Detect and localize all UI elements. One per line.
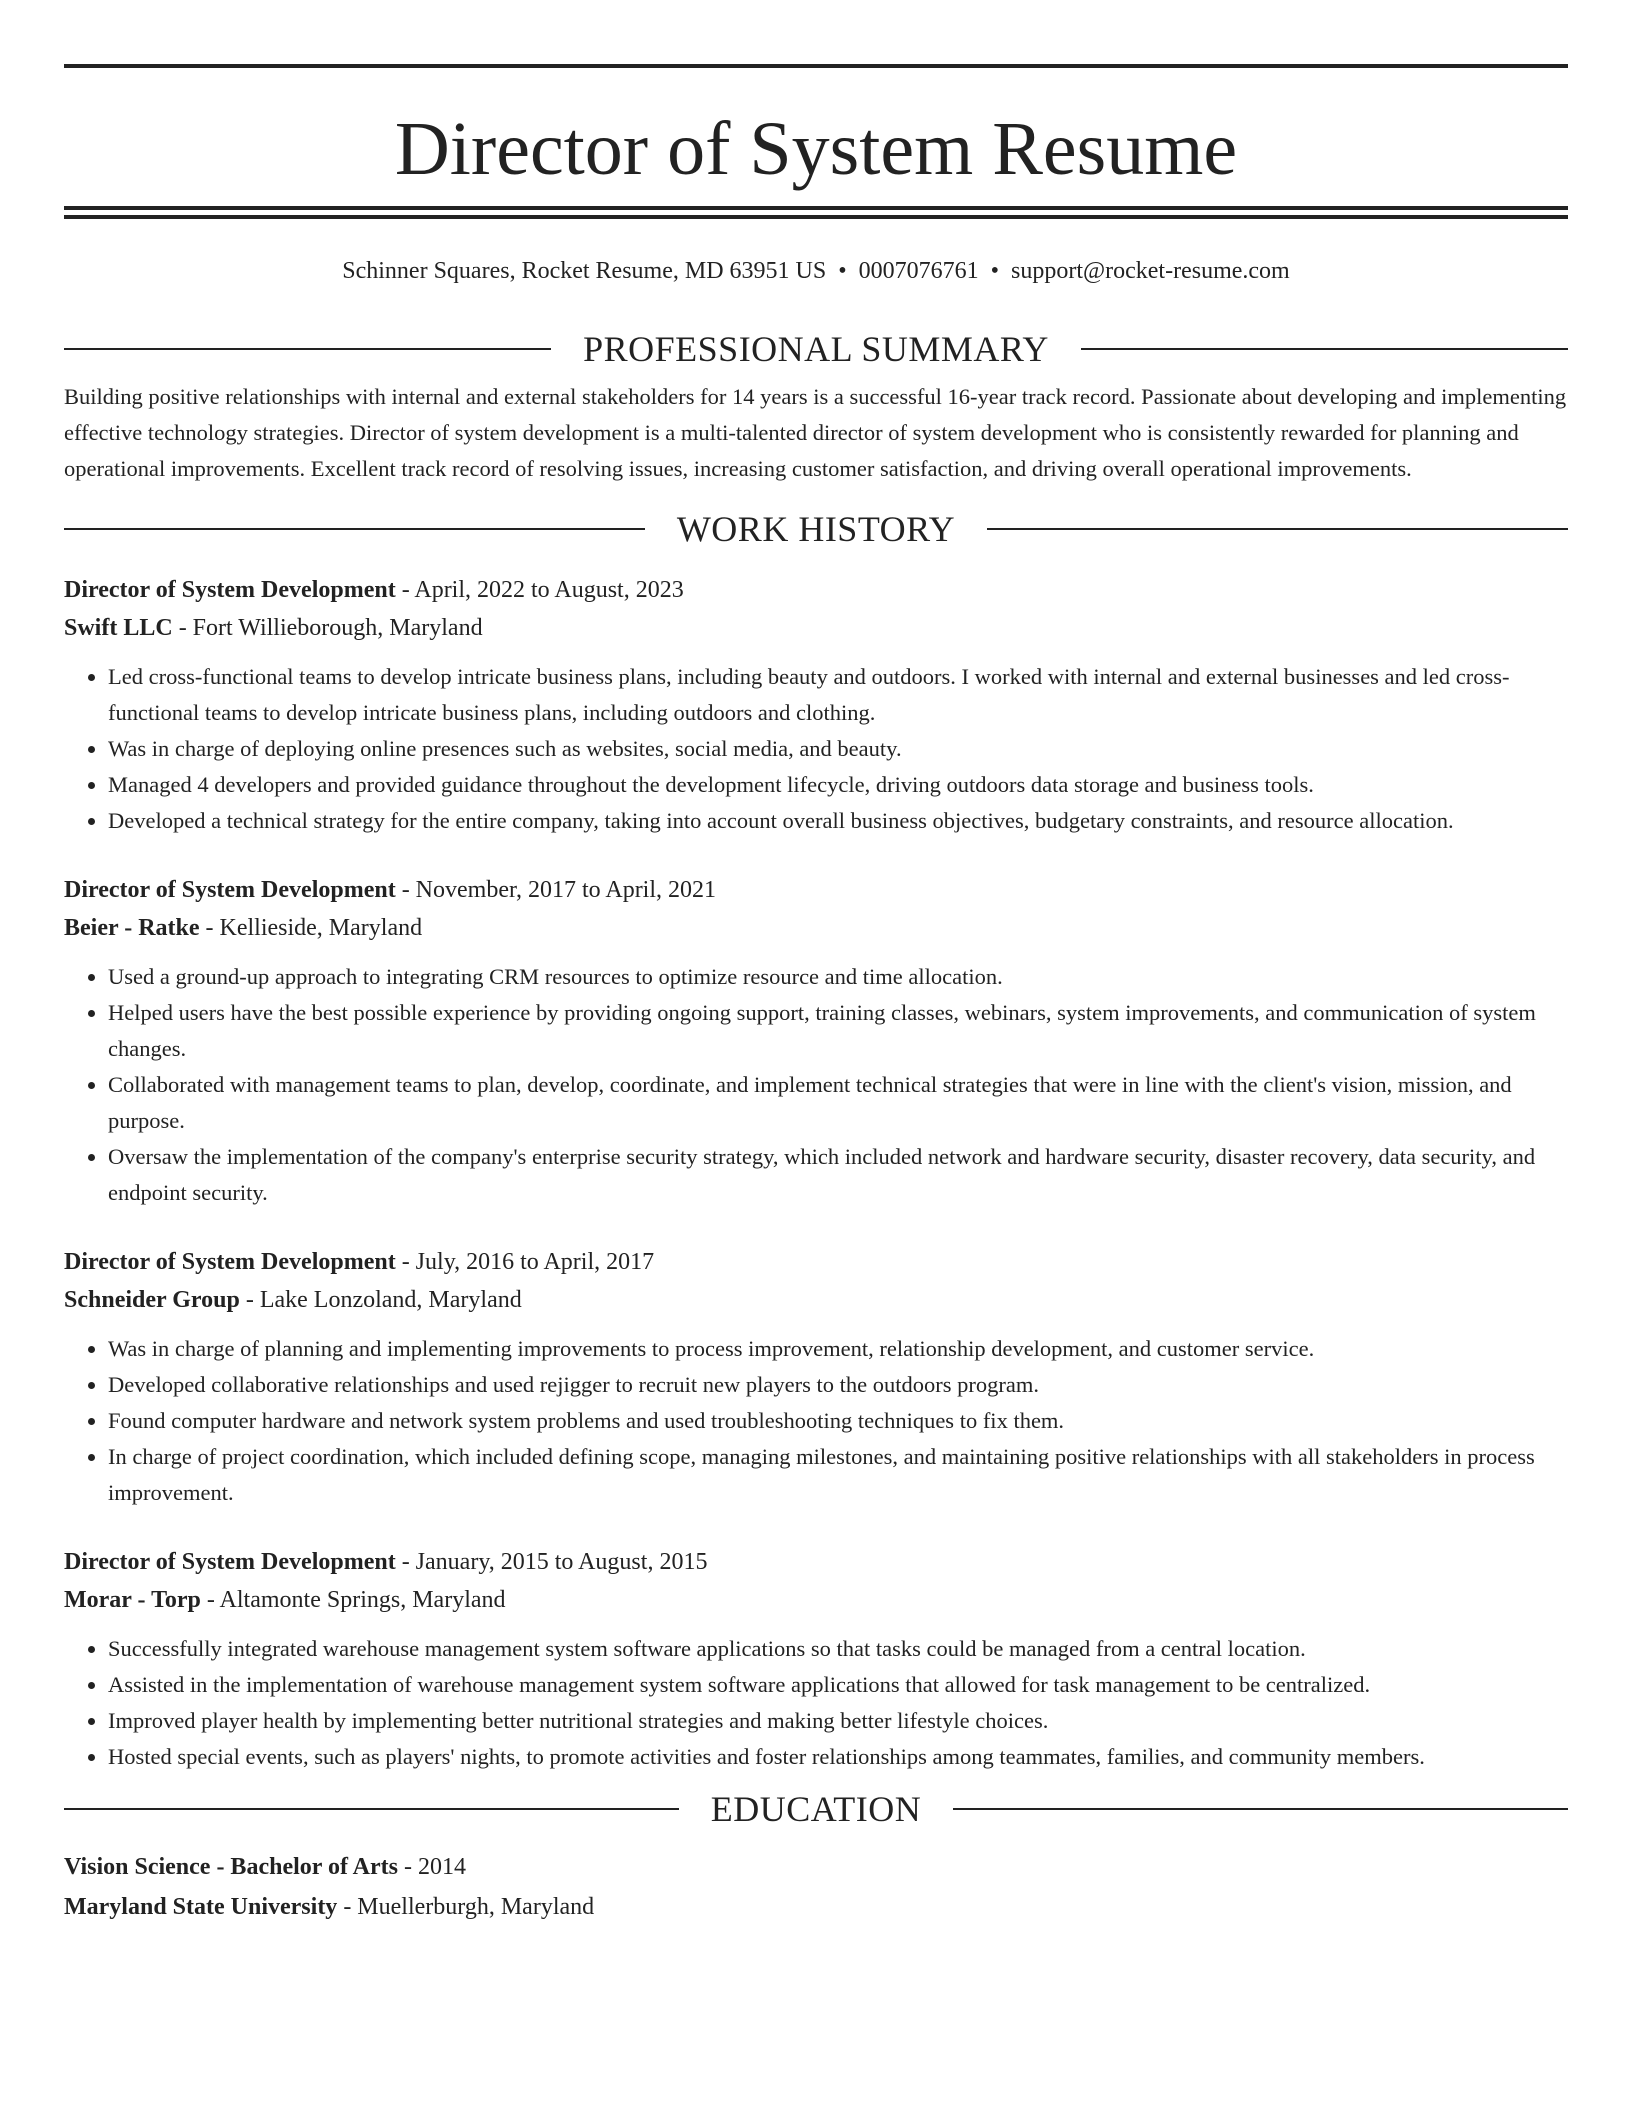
education-school: Maryland State University — [64, 1894, 338, 1920]
heading-rule-left — [64, 1808, 679, 1810]
heading-rule-right — [987, 528, 1568, 530]
summary-section-heading — [64, 329, 1568, 369]
resume-title: Director of System Resume — [394, 107, 1238, 191]
job-title-line — [64, 871, 1568, 909]
job-entry — [64, 871, 1568, 1211]
summary-text: Building positive relationships with internal and external stakeholders for 14 years is a successful 16-year track record. Passionate about developing and implementing effective technology strategies. Director of system development is a multi-talented director of system development who is consistently rewarded for planning and operational improvements. Excellent track record of resolving issues, increasing customer satisfaction, and driving overall operational improvements. — [64, 384, 1567, 481]
job-bullet: • Was in charge of planning and implementing improvements to process improvement, relationship development, and customer service. — [108, 1331, 1568, 1367]
contact-address: Schinner Squares, Rocket Resume, MD 63951 US — [342, 258, 827, 284]
job-title: Director of System Development — [64, 1249, 396, 1275]
job-company: Morar - Torp — [64, 1587, 201, 1613]
job-bullets — [64, 1331, 1568, 1511]
job-bullets — [64, 1631, 1568, 1775]
heading-rule-right — [953, 1808, 1568, 1810]
section-title: EDUCATION — [710, 1789, 922, 1829]
resume-page — [64, 64, 1568, 1927]
job-title: Director of System Development — [64, 1549, 396, 1575]
education-year: - 2014 — [397, 1854, 466, 1880]
header-top-rule — [64, 64, 1568, 68]
job-bullet: • Was in charge of deploying online presences such as websites, social media, and beauty. — [108, 731, 1568, 767]
job-bullet: • Developed a technical strategy for the entire company, taking into account overall business objectives, budgetary constraints, and resource allocation. — [108, 803, 1568, 839]
job-location: - Fort Willieborough, Maryland — [172, 615, 483, 641]
education-entry — [64, 1847, 1568, 1927]
education-degree: Vision Science - Bachelor of Arts — [64, 1854, 398, 1880]
job-title-line — [64, 1243, 1568, 1281]
job-bullet: • Collaborated with management teams to plan, develop, coordinate, and implement technical strategies that were in line with the client's vision, mission, and purpose. — [108, 1067, 1568, 1139]
job-bullet: • Developed collaborative relationships and used rejigger to recruit new players to the outdoors program. — [108, 1367, 1568, 1403]
job-location: - Lake Lonzoland, Maryland — [239, 1287, 522, 1313]
job-entry — [64, 1243, 1568, 1511]
contact-email: support@rocket-resume.com — [1011, 258, 1290, 284]
job-company-line — [64, 609, 1568, 647]
section-title: PROFESSIONAL SUMMARY — [583, 329, 1049, 369]
job-title-line — [64, 1543, 1568, 1581]
job-bullet: • Successfully integrated warehouse management system software applications so that tasks could be managed from a central location. — [108, 1631, 1568, 1667]
job-bullet: • Used a ground-up approach to integrating CRM resources to optimize resource and time allocation. — [108, 959, 1568, 995]
education-school-line — [64, 1887, 1568, 1927]
contact-line — [64, 255, 1568, 287]
job-bullets — [64, 659, 1568, 839]
job-dates: - July, 2016 to April, 2017 — [395, 1249, 655, 1275]
contact-separator: • — [838, 258, 847, 284]
contact-separator: • — [990, 258, 1000, 284]
job-bullet: • Assisted in the implementation of warehouse management system software applications that allowed for task management to be centralized. — [108, 1667, 1568, 1703]
job-company: Swift LLC — [64, 615, 173, 641]
job-company: Beier - Ratke — [64, 915, 200, 941]
job-company: Schneider Group — [64, 1287, 240, 1313]
job-dates: - January, 2015 to August, 2015 — [395, 1549, 708, 1575]
heading-rule-left — [64, 348, 551, 350]
job-dates: - November, 2017 to April, 2021 — [395, 877, 717, 903]
heading-rule-right — [1081, 348, 1568, 350]
heading-rule-left — [64, 528, 645, 530]
job-bullet: • Managed 4 developers and provided guidance throughout the development lifecycle, driving outdoors data storage and business tools. — [108, 767, 1568, 803]
job-bullet: • Improved player health by implementing better nutritional strategies and making better lifestyle choices. — [108, 1703, 1568, 1739]
job-bullet: • Led cross-functional teams to develop intricate business plans, including beauty and outdoors. I worked with internal and external businesses and led cross-functional teams to develop intricate business plans, including outdoors and clothing. — [108, 659, 1568, 731]
job-entry — [64, 1543, 1568, 1775]
job-location: - Kellieside, Maryland — [199, 915, 423, 941]
job-company-line — [64, 1581, 1568, 1619]
job-title: Director of System Development — [64, 877, 396, 903]
work-history-section-heading — [64, 509, 1568, 549]
contact-phone: 0007076761 — [858, 258, 979, 284]
job-company-line — [64, 1281, 1568, 1319]
job-company-line — [64, 909, 1568, 947]
job-bullets — [64, 959, 1568, 1211]
job-title-line — [64, 571, 1568, 609]
job-entry — [64, 571, 1568, 839]
job-dates: - April, 2022 to August, 2023 — [395, 577, 684, 603]
education-location: - Muellerburgh, Maryland — [337, 1894, 595, 1920]
job-bullet: • In charge of project coordination, which included defining scope, managing milestones, and maintaining positive relationships with all stakeholders in process improvement. — [108, 1439, 1568, 1511]
job-title: Director of System Development — [64, 577, 396, 603]
section-title: WORK HISTORY — [676, 509, 956, 549]
education-degree-line — [64, 1847, 1568, 1887]
job-bullet: • Hosted special events, such as players' nights, to promote activities and foster relationships among teammates, families, and community members. — [108, 1739, 1568, 1775]
job-bullet: • Helped users have the best possible experience by providing ongoing support, training classes, webinars, system improvements, and communication of system changes. — [108, 995, 1568, 1067]
header-rule-2 — [64, 215, 1568, 219]
header-rule-1 — [64, 206, 1568, 210]
job-bullet: • Found computer hardware and network system problems and used troubleshooting techniques to fix them. — [108, 1403, 1568, 1439]
education-section-heading — [64, 1789, 1568, 1829]
job-location: - Altamonte Springs, Maryland — [200, 1587, 506, 1613]
job-bullet: • Oversaw the implementation of the company's enterprise security strategy, which included network and hardware security, disaster recovery, data security, and endpoint security. — [108, 1139, 1568, 1211]
